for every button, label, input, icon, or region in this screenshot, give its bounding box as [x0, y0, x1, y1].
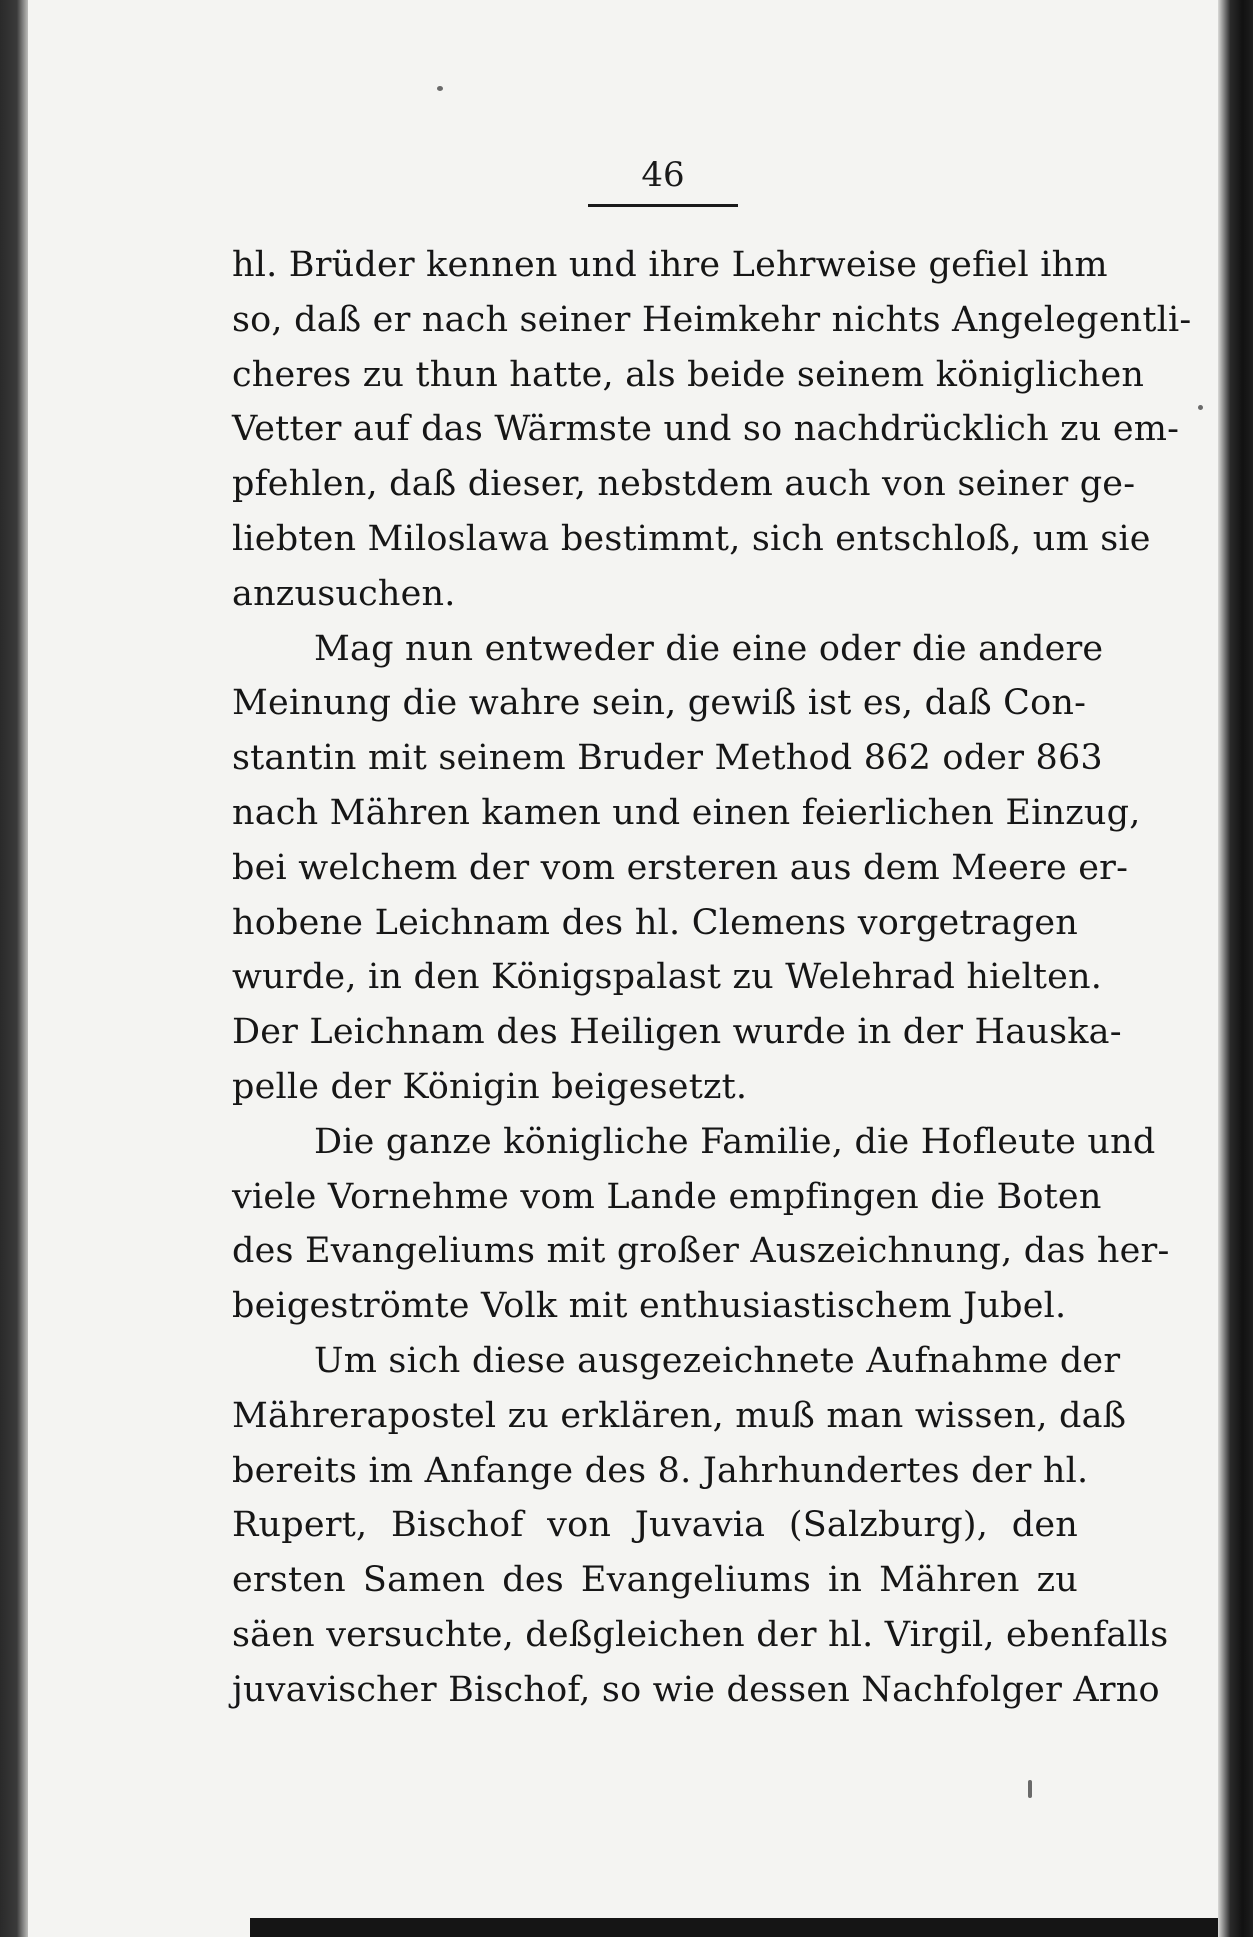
text-line: Die ganze königliche Familie, die Hofleute und — [314, 1121, 1156, 1162]
page-number-rule — [588, 204, 738, 207]
dust-speck — [1198, 405, 1203, 410]
text-line: säen versuchte, deßgleichen der hl. Virgil, ebenfalls — [232, 1614, 1169, 1655]
text-line: hl. Brüder kennen und ihre Lehrweise gefiel ihm — [232, 245, 1108, 285]
text-line: des Evangeliums mit großer Auszeichnung, das her- — [232, 1231, 1170, 1272]
scan-border-left — [0, 0, 28, 1937]
text-line: beigeströmte Volk mit enthusiastischem Jubel. — [232, 1286, 1067, 1327]
text-line: stantin mit seinem Bruder Method 862 oder 863 — [232, 738, 1103, 779]
text-line: pfehlen, daß dieser, nebstdem auch von seiner ge- — [232, 464, 1136, 505]
text-line: Meinung die wahre sein, gewiß ist es, daß Con- — [232, 683, 1087, 724]
body-text — [232, 238, 1192, 1718]
text-line: liebten Miloslawa bestimmt, sich entschloß, um sie — [232, 518, 1151, 559]
text-line: Um sich diese ausgezeichnete Aufnahme der — [314, 1340, 1121, 1381]
text-line: viele Vornehme vom Lande empfingen die Boten — [232, 1176, 1102, 1217]
text-line: juvavischer Bischof, so wie dessen Nachfolger Arno — [232, 1669, 1160, 1710]
text-line: anzusuchen. — [232, 573, 456, 614]
dust-speck — [1028, 1780, 1032, 1798]
text-line: so, daß er nach seiner Heimkehr nichts Angelegentli- — [232, 299, 1192, 340]
text-line: bei welchem der vom ersteren aus dem Meere er- — [232, 847, 1129, 888]
text-line: Der Leichnam des Heiligen wurde in der Hauska- — [232, 1012, 1122, 1053]
text-line: hobene Leichnam des hl. Clemens vorgetragen — [232, 902, 1078, 943]
dust-speck — [437, 86, 443, 91]
text-line: Mag nun entweder die eine oder die andere — [314, 628, 1104, 669]
text-line: nach Mähren kamen und einen feierlichen Einzug, — [232, 792, 1141, 833]
text-line: cheres zu thun hatte, als beide seinem königlichen — [232, 354, 1145, 395]
text-line: wurde, in den Königspalast zu Welehrad hielten. — [232, 957, 1103, 998]
text-line: pelle der Königin beigesetzt. — [232, 1066, 748, 1107]
text-line: ersten Samen des Evangeliums in Mähren zu — [232, 1560, 1078, 1601]
text-line: Mährerapostel zu erklären, muß man wissen, daß — [232, 1395, 1127, 1436]
page-number: 46 — [641, 155, 685, 195]
text-line: bereits im Anfange des 8. Jahrhundertes der hl. — [232, 1450, 1089, 1491]
text-line: Rupert, Bischof von Juvavia (Salzburg), den — [232, 1505, 1078, 1546]
scan-border-bottom — [250, 1918, 1218, 1937]
text-line: Vetter auf das Wärmste und so nachdrücklich zu em- — [232, 409, 1180, 450]
scan-border-right — [1218, 0, 1253, 1937]
